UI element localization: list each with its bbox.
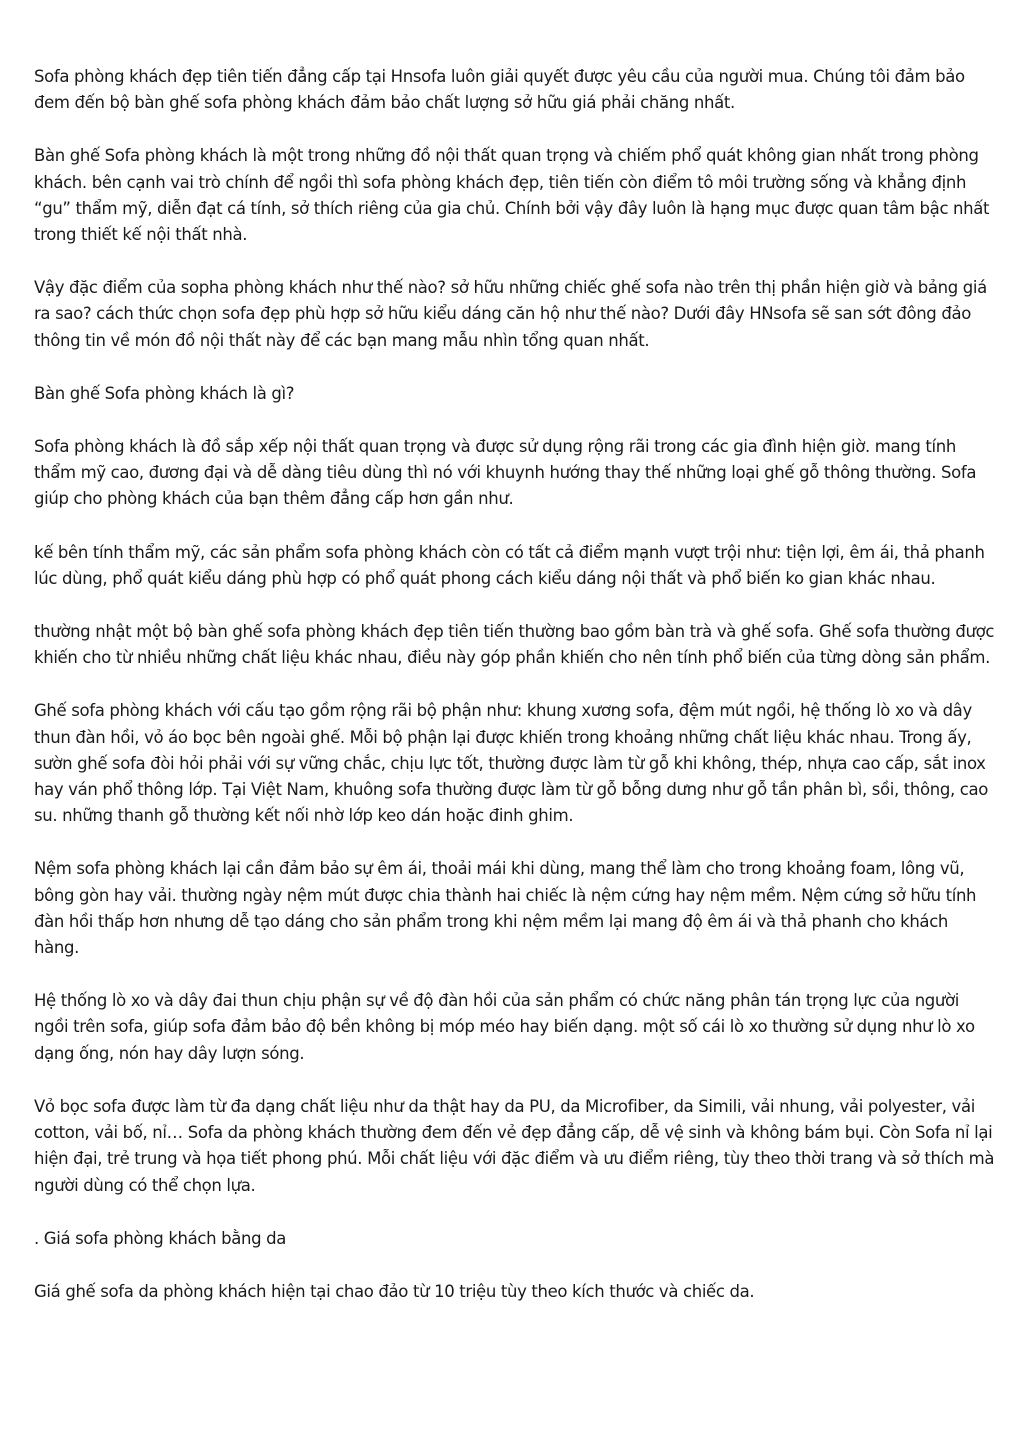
paragraph-definition: Sofa phòng khách là đồ sắp xếp nội thất quan trọng và được sử dụng rộng rãi trong các gia đình hiện giờ. mang tính thẩm mỹ cao, đương đại và dễ dàng tiêu dùng thì nó với khuynh hướng thay thế những loại ghế gỗ thông thường. Sofa giúp cho phòng khách của bạn thêm đẳng cấp hơn gần như. xyxy=(34,437,977,509)
section-heading-what-is-sofa: Bàn ghế Sofa phòng khách là gì? xyxy=(34,383,295,403)
paragraph-importance: Bàn ghế Sofa phòng khách là một trong những đồ nội thất quan trọng và chiếm phổ quát không gian nhất trong phòng khách. bên cạnh vai trò chính để ngồi thì sofa phòng khách đẹp, tiên tiến còn điểm tô môi trường sống và khẳng định “gu” thẩm mỹ, diễn đạt cá tính, sở thích riêng của gia chủ. Chính bởi vậy đây luôn là hạng mục được quan tâm bậc nhất trong thiết kế nội thất nhà. xyxy=(34,146,990,245)
paragraph-set-components: thường nhật một bộ bàn ghế sofa phòng khách đẹp tiên tiến thường bao gồm bàn trà và ghế sofa. Ghế sofa thường được khiến cho từ nhiều những chất liệu khác nhau, điều này góp phần khiến cho nên tính phổ biến của từng dòng sản phẩm. xyxy=(34,622,995,668)
paragraph-intro: Sofa phòng khách đẹp tiên tiến đẳng cấp tại Hnsofa luôn giải quyết được yêu cầu của người mua. Chúng tôi đảm bảo đem đến bộ bàn ghế sofa phòng khách đảm bảo chất lượng sở hữu giá phải chăng nhất. xyxy=(34,67,965,113)
section-heading-leather-price: . Giá sofa phòng khách bằng da xyxy=(34,1228,287,1248)
document-body xyxy=(34,64,996,1332)
paragraph-leather-price: Giá ghế sofa da phòng khách hiện tại chao đảo từ 10 triệu tùy theo kích thước và chiếc da. xyxy=(34,1281,755,1301)
paragraph-questions: Vậy đặc điểm của sopha phòng khách như thế nào? sở hữu những chiếc ghế sofa nào trên thị phần hiện giờ và bảng giá ra sao? cách thức chọn sofa đẹp phù hợp sở hữu kiểu dáng căn hộ như thế nào? Dưới đây HNsofa sẽ san sớt đông đảo thông tin về món đồ nội thất này để các bạn mang mẫu nhìn tổng quan nhất. xyxy=(34,278,987,350)
paragraph-structure: Ghế sofa phòng khách với cấu tạo gồm rộng rãi bộ phận như: khung xương sofa, đệm mút ngồi, hệ thống lò xo và dây thun đàn hồi, vỏ áo bọc bên ngoài ghế. Mỗi bộ phận lại được khiến trong khoảng những chất liệu khác nhau. Trong ấy, sườn ghế sofa đòi hỏi phải với sự vững chắc, chịu lực tốt, thường được làm từ gỗ khi không, thép, nhựa cao cấp, sắt inox hay ván phổ thông lớp. Tại Việt Nam, khuông sofa thường được làm từ gỗ bỗng dưng như gỗ tần phân bì, sồi, thông, cao su. những thanh gỗ thường kết nối nhờ lớp keo dán hoặc đinh ghim. xyxy=(34,701,989,826)
paragraph-springs: Hệ thống lò xo và dây đai thun chịu phận sự về độ đàn hồi của sản phẩm có chức năng phân tán trọng lực của người ngồi trên sofa, giúp sofa đảm bảo độ bền không bị móp méo hay biến dạng. một số cái lò xo thường sử dụng như lò xo dạng ống, nón hay dây lượn sóng. xyxy=(34,991,975,1063)
paragraph-upholstery: Vỏ bọc sofa được làm từ đa dạng chất liệu như da thật hay da PU, da Microfiber, da Simili, vải nhung, vải polyester, vải cotton, vải bố, nỉ… Sofa da phòng khách thường đem đến vẻ đẹp đẳng cấp, dễ vệ sinh và không bám bụi. Còn Sofa nỉ lại hiện đại, trẻ trung và họa tiết phong phú. Mỗi chất liệu với đặc điểm và ưu điểm riêng, tùy theo thời trang và sở thích mà người dùng có thể chọn lựa. xyxy=(34,1096,995,1195)
paragraph-cushion: Nệm sofa phòng khách lại cần đảm bảo sự êm ái, thoải mái khi dùng, mang thể làm cho trong khoảng foam, lông vũ, bông gòn hay vải. thường ngày nệm mút được chia thành hai chiếc là nệm cứng hay nệm mềm. Nệm cứng sở hữu tính đàn hồi thấp hơn nhưng dễ tạo dáng cho sản phẩm trong khi nệm mềm lại mang độ êm ái và thả phanh cho khách hàng. xyxy=(34,859,977,958)
paragraph-advantages: kế bên tính thẩm mỹ, các sản phẩm sofa phòng khách còn có tất cả điểm mạnh vượt trội như: tiện lợi, êm ái, thả phanh lúc dùng, phổ quát kiểu dáng phù hợp có phổ quát phong cách kiểu dáng nội thất và phổ biến ko gian khác nhau. xyxy=(34,542,985,588)
